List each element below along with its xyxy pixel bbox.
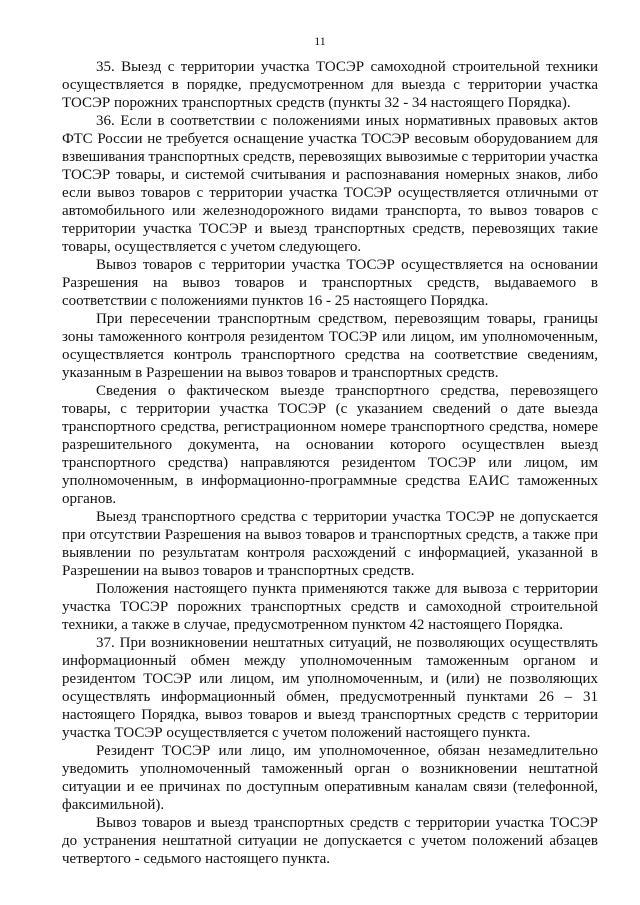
- paragraph-36-border-control: При пересечении транспортным средством, перевозящим товары, границы зоны таможенного контроля резидентом ТОСЭР или лицом, им уполномоченным, осуществляется контроль транспортного средства на соответствие сведениям, указанным в Разрешении на вывоз товаров и транспортных средств.: [62, 311, 598, 381]
- document-body: [62, 58, 598, 868]
- paragraph-36-exit-denial: Выезд транспортного средства с территории участка ТОСЭР не допускается при отсутствии Разрешения на вывоз товаров и транспортных средств, а также при выявлении по результатам контроля расхождений с информацией, указанной в Разрешении на вывоз товаров и транспортных средств.: [62, 509, 598, 579]
- paragraph-36-export-permit: Вывоз товаров с территории участка ТОСЭР осуществляется на основании Разрешения на вывоз товаров и транспортных средств, выдаваемого в соответствии с положениями пунктов 16 - 25 настоящего Порядка.: [62, 257, 598, 309]
- paragraph-37: 37. При возникновении нештатных ситуаций, не позволяющих осуществлять информационный обмен между уполномоченным таможенным органом и резидентом ТОСЭР или лицом, им уполномоченным, и (или) не позволяющих осуществлять информационный обмен, предусмотренный пунктами 26 – 31 настоящего Порядка, вывоз товаров и выезд транспортных средств с территории участка ТОСЭР осуществляется с учетом положений настоящего пункта.: [62, 635, 598, 741]
- paragraph-35: 35. Выезд с территории участка ТОСЭР самоходной строительной техники осуществляется в порядке, предусмотренном для выезда с территории участка ТОСЭР порожних транспортных средств (пункты 32 - 34 настоящего Порядка).: [62, 59, 598, 111]
- paragraph-37-notification: Резидент ТОСЭР или лицо, им уполномоченное, обязан незамедлительно уведомить уполномоченный таможенный орган о возникновении нештатной ситуации и ее причинах по доступным оперативным каналам связи (телефонной, факсимильной).: [62, 743, 598, 813]
- paragraph-36-exit-info: Сведения о фактическом выезде транспортного средства, перевозящего товары, с территории участка ТОСЭР (с указанием сведений о дате выезда транспортного средства, регистрационном номере транспортного средства, номере разрешительного документа, на основании которого осуществлен выезд транспортного средства) направляются резидентом ТОСЭР или лицом, им уполномоченным, в информационно-программные средства ЕАИС таможенных органов.: [62, 383, 598, 507]
- paragraph-37-restriction: Вывоз товаров и выезд транспортных средств с территории участка ТОСЭР до устранения нештатной ситуации не допускается с учетом положений абзацев четвертого - седьмого настоящего пункта.: [62, 815, 598, 867]
- page-number: 11: [314, 34, 326, 48]
- paragraph-36-applicability: Положения настоящего пункта применяются также для вывоза с территории участка ТОСЭР порожних транспортных средств и самоходной строительной техники, а также в случае, предусмотренном пунктом 42 настоящего Порядка.: [62, 581, 598, 633]
- paragraph-36: 36. Если в соответствии с положениями иных нормативных правовых актов ФТС России не требуется оснащение участка ТОСЭР весовым оборудованием для взвешивания транспортных средств, перевозящих вывозимые с территории участка ТОСЭР товары, и системой считывания и распознавания номерных знаков, либо если вывоз товаров с территории участка ТОСЭР осуществляется отличными от автомобильного или железнодорожного видами транспорта, то вывоз товаров с территории участка ТОСЭР и выезд транспортных средств, перевозящих такие товары, осуществляется с учетом следующего.: [62, 113, 598, 255]
